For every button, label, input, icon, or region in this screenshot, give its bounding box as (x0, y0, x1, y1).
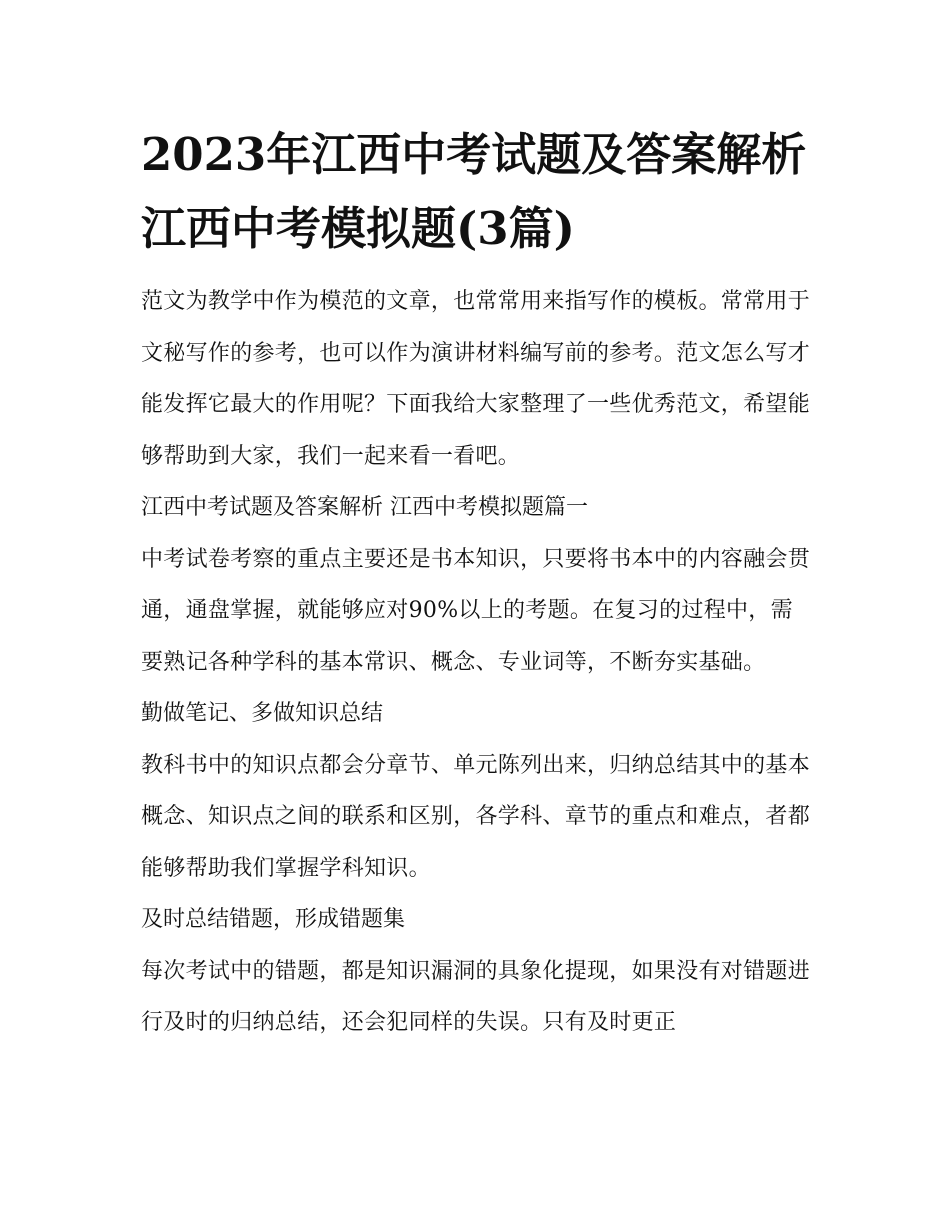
subsection-heading: 勤做笔记、多做知识总结 (141, 701, 384, 726)
body-paragraph: 教科书中的知识点都会分章节、单元陈列出来，归纳总结其中的基本概念、知识点之间的联系和区别，各学科、章节的重点和难点，者都能够帮助我们掌握学科知识。 (141, 752, 811, 881)
body-paragraph: 每次考试中的错题，都是知识漏洞的具象化提现，如果没有对错题进行及时的归纳总结，还会犯同样的失误。只有及时更正 (141, 958, 811, 1035)
section-heading: 江西中考试题及答案解析 江西中考模拟题篇一 (141, 495, 588, 520)
subsection-heading: 及时总结错题，形成错题集 (141, 907, 406, 932)
document-body (141, 276, 813, 1049)
intro-paragraph: 范文为教学中作为模范的文章，也常常用来指写作的模板。常常用于文秘写作的参考，也可以作为演讲材料编写前的参考。范文怎么写才能发挥它最大的作用呢？下面我给大家整理了一些优秀范文，希望能够帮助到大家，我们一起来看一看吧。 (141, 289, 811, 469)
body-paragraph: 中考试卷考察的重点主要还是书本知识，只要将书本中的内容融会贯通，通盘掌握，就能够应对90%以上的考题。在复习的过程中，需要熟记各种学科的基本常识、概念、专业词等，不断夯实基础。 (141, 546, 811, 675)
document-page (141, 118, 813, 1049)
document-title: 2023年江西中考试题及答案解析 江西中考模拟题(3篇) (141, 128, 807, 255)
